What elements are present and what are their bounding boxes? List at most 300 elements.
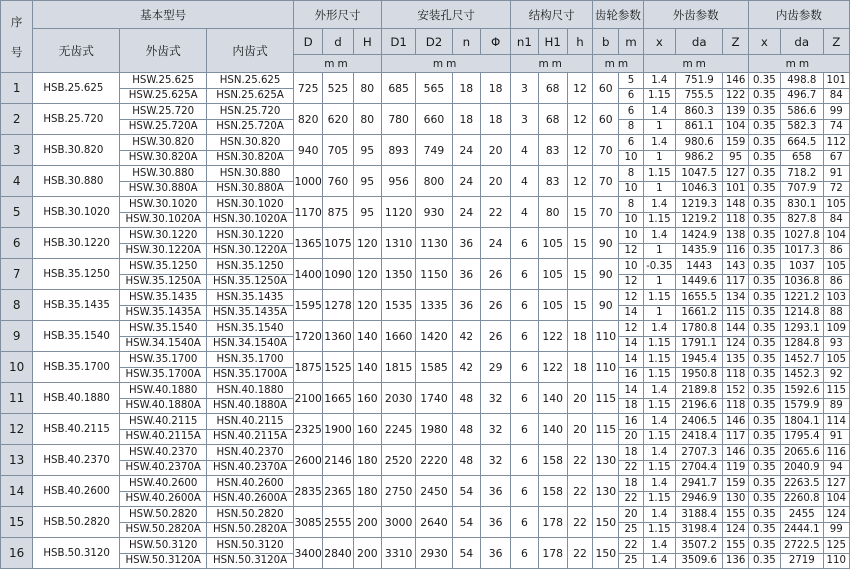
table-row [1,259,850,275]
cell-z-int: 109 [823,321,850,337]
cell-d1: 2030 [381,383,415,414]
cell-b: 70 [593,135,619,166]
cell-da-ext: 1047.5 [675,166,722,182]
cell-d: 820 [294,104,323,135]
cell-d1: 2520 [381,445,415,476]
cell-z-int: 74 [823,119,850,135]
int-gear-model: HSN.50.3120A [207,553,294,569]
ext-gear-model: HSW.30.820A [120,150,207,166]
int-gear-model: HSN.30.880 [207,166,294,182]
cell-x-int: 0.35 [748,243,780,259]
cell-m: 20 [619,507,643,523]
cell-b: 150 [593,538,619,569]
cell-da-ext: 1435.9 [675,243,722,259]
cell-h: 18 [567,321,592,352]
cell-m: 10 [619,181,643,197]
cell-n: 36 [452,228,480,259]
cell-x-int: 0.35 [748,398,780,414]
ext-gear-model: HSW.40.1880A [120,398,207,414]
ext-gear-model: HSW.40.2370 [120,445,207,461]
cell-m: 8 [619,119,643,135]
cell-z-int: 101 [823,73,850,89]
cell-h: 95 [353,135,381,166]
cell-da-ext: 1661.2 [675,305,722,321]
cell-da-ext: 1950.8 [675,367,722,383]
cell-x-ext: 1.15 [643,290,675,306]
ext-gear-model: HSW.35.1250 [120,259,207,275]
cell-d1: 1660 [381,321,415,352]
col-x-int-header: x [748,29,780,55]
cell-phi: 26 [480,321,510,352]
no-gear-model: HSB.30.1020 [33,197,120,228]
cell-h: 120 [353,259,381,290]
ext-gear-model: HSW.30.880A [120,181,207,197]
no-gear-model: HSB.40.2600 [33,476,120,507]
gear-params-header: 齿轮参数 [593,1,644,29]
cell-da-int: 1293.1 [781,321,823,337]
cell-da-int: 1284.8 [781,336,823,352]
cell-z-ext: 144 [723,321,748,337]
cell-da-int: 2444.1 [781,522,823,538]
cell-b: 90 [593,290,619,321]
cell-z-int: 72 [823,181,850,197]
cell-da-int: 1804.1 [781,414,823,430]
cell-da-ext: 1655.5 [675,290,722,306]
cell-m: 18 [619,445,643,461]
seq-header-bottom: 号 [10,44,23,59]
cell-b: 90 [593,228,619,259]
int-gear-model: HSN.50.2820 [207,507,294,523]
cell-h: 12 [567,135,592,166]
cell-x-int: 0.35 [748,104,780,120]
cell-m: 25 [619,553,643,569]
cell-m: 6 [619,104,643,120]
cell-phi: 18 [480,104,510,135]
ext-gear-model: HSW.30.820 [120,135,207,151]
cell-h: 18 [567,352,592,383]
cell-z-ext: 124 [723,336,748,352]
int-gear-model: HSN.30.1020 [207,197,294,213]
cell-da-ext: 2189.8 [675,383,722,399]
cell-z-int: 112 [823,135,850,151]
ext-gear-model: HSW.40.2115A [120,429,207,445]
cell-phi: 36 [480,538,510,569]
cell-da-int: 664.5 [781,135,823,151]
table-row [1,383,850,399]
cell-h1: 68 [538,73,567,104]
cell-x-int: 0.35 [748,274,780,290]
cell-z-ext: 134 [723,290,748,306]
cell-b: 70 [593,197,619,228]
cell-h: 95 [353,166,381,197]
cell-m: 12 [619,290,643,306]
int-gear-model: HSN.25.625 [207,73,294,89]
cell-h: 22 [567,445,592,476]
cell-da-int: 1017.3 [781,243,823,259]
cell-n1: 6 [511,290,538,321]
cell-da-ext: 861.1 [675,119,722,135]
cell-d: 705 [323,135,353,166]
cell-h1: 178 [538,507,567,538]
int-gear-model: HSN.40.2370 [207,445,294,461]
row-number: 10 [1,352,33,383]
cell-h: 15 [567,197,592,228]
cell-phi: 26 [480,259,510,290]
cell-d2: 1980 [416,414,452,445]
cell-n: 48 [452,383,480,414]
no-gear-model: HSB.30.880 [33,166,120,197]
cell-da-int: 1027.8 [781,228,823,244]
unit-ext-gear: mm [643,55,748,73]
cell-da-int: 1214.8 [781,305,823,321]
cell-h: 15 [567,259,592,290]
cell-d: 1665 [323,383,353,414]
cell-z-ext: 116 [723,243,748,259]
row-number: 13 [1,445,33,476]
cell-d: 1075 [323,228,353,259]
cell-d1: 2750 [381,476,415,507]
cell-phi: 18 [480,73,510,104]
cell-h1: 178 [538,538,567,569]
cell-h: 12 [567,73,592,104]
unit-outline: mm [294,55,382,73]
cell-d: 1090 [323,259,353,290]
cell-h: 95 [353,197,381,228]
cell-n: 42 [452,352,480,383]
col-H1-header: H1 [538,29,567,55]
cell-x-ext: 1 [643,243,675,259]
cell-da-int: 2065.6 [781,445,823,461]
cell-d2: 1420 [416,321,452,352]
cell-h: 160 [353,414,381,445]
cell-x-int: 0.35 [748,228,780,244]
cell-z-int: 91 [823,429,850,445]
table-row [1,166,850,182]
cell-d: 2600 [294,445,323,476]
cell-z-int: 67 [823,150,850,166]
int-gear-model: HSN.30.820 [207,135,294,151]
cell-d: 1278 [323,290,353,321]
cell-da-ext: 3188.4 [675,507,722,523]
ext-gear-model: HSW.30.1020 [120,197,207,213]
cell-z-ext: 95 [723,150,748,166]
table-row [1,507,850,523]
cell-n: 48 [452,445,480,476]
cell-h1: 105 [538,259,567,290]
cell-x-ext: 1 [643,119,675,135]
cell-h1: 105 [538,290,567,321]
cell-z-ext: 159 [723,476,748,492]
int-gear-params-header: 内齿参数 [748,1,849,29]
cell-h: 22 [567,476,592,507]
cell-da-ext: 3509.6 [675,553,722,569]
row-number: 9 [1,321,33,352]
cell-m: 8 [619,166,643,182]
cell-da-int: 827.8 [781,212,823,228]
cell-x-ext: 1.15 [643,429,675,445]
cell-z-int: 105 [823,197,850,213]
cell-da-int: 1795.4 [781,429,823,445]
cell-d: 1000 [294,166,323,197]
cell-n: 54 [452,507,480,538]
outline-dims-header: 外形尺寸 [294,1,382,29]
cell-da-int: 1036.8 [781,274,823,290]
cell-h: 200 [353,507,381,538]
cell-x-int: 0.35 [748,88,780,104]
cell-z-ext: 136 [723,553,748,569]
cell-phi: 20 [480,166,510,197]
cell-da-int: 1592.6 [781,383,823,399]
cell-d: 940 [294,135,323,166]
cell-n1: 6 [511,445,538,476]
cell-z-ext: 143 [723,259,748,275]
cell-d: 525 [323,73,353,104]
cell-x-ext: 1.15 [643,491,675,507]
cell-x-ext: 1.4 [643,197,675,213]
cell-x-int: 0.35 [748,476,780,492]
table-row [1,538,850,554]
cell-m: 22 [619,491,643,507]
cell-n: 24 [452,166,480,197]
cell-d2: 1740 [416,383,452,414]
cell-m: 10 [619,212,643,228]
cell-da-ext: 986.2 [675,150,722,166]
cell-z-ext: 122 [723,88,748,104]
no-gear-model: HSB.40.2115 [33,414,120,445]
struct-dims-header: 结构尺寸 [511,1,593,29]
cell-z-int: 94 [823,460,850,476]
cell-b: 90 [593,259,619,290]
cell-x-ext: 1.4 [643,414,675,430]
cell-phi: 20 [480,135,510,166]
cell-n: 18 [452,73,480,104]
row-number: 7 [1,259,33,290]
cell-da-int: 1452.7 [781,352,823,368]
row-number: 1 [1,73,33,104]
cell-x-ext: 1.4 [643,553,675,569]
cell-x-int: 0.35 [748,181,780,197]
cell-z-ext: 117 [723,429,748,445]
cell-h: 15 [567,290,592,321]
cell-d1: 893 [381,135,415,166]
int-gear-model: HSN.40.2115A [207,429,294,445]
ext-gear-model: HSW.40.1880 [120,383,207,399]
cell-d2: 1150 [416,259,452,290]
cell-z-ext: 101 [723,181,748,197]
cell-x-int: 0.35 [748,212,780,228]
cell-h: 180 [353,476,381,507]
cell-d: 2365 [323,476,353,507]
cell-h: 80 [353,104,381,135]
cell-da-ext: 751.9 [675,73,722,89]
cell-da-int: 2040.9 [781,460,823,476]
cell-da-ext: 1219.3 [675,197,722,213]
ext-gear-model: HSW.25.625 [120,73,207,89]
cell-da-ext: 1780.8 [675,321,722,337]
cell-x-ext: 1.4 [643,476,675,492]
cell-n1: 3 [511,104,538,135]
cell-d1: 956 [381,166,415,197]
cell-d2: 749 [416,135,452,166]
cell-d1: 3000 [381,507,415,538]
cell-d: 2100 [294,383,323,414]
cell-n1: 6 [511,414,538,445]
cell-d2: 1585 [416,352,452,383]
cell-n1: 6 [511,476,538,507]
int-gear-model: HSN.30.1020A [207,212,294,228]
cell-da-ext: 1449.6 [675,274,722,290]
cell-n: 42 [452,321,480,352]
col-m-header: m [619,29,643,55]
cell-x-int: 0.35 [748,352,780,368]
cell-x-ext: 1 [643,150,675,166]
cell-d: 1900 [323,414,353,445]
mount-hole-dims-header: 安装孔尺寸 [381,1,510,29]
no-gear-model: HSB.25.625 [33,73,120,104]
cell-z-int: 92 [823,367,850,383]
cell-phi: 32 [480,414,510,445]
col-d-header: d [323,29,353,55]
cell-z-ext: 152 [723,383,748,399]
no-gear-model: HSB.35.1540 [33,321,120,352]
cell-z-ext: 135 [723,352,748,368]
cell-z-int: 127 [823,476,850,492]
col-H-header: H [353,29,381,55]
seq-header [1,1,33,73]
cell-x-ext: 1.15 [643,398,675,414]
col-da-int-header: da [781,29,823,55]
cell-z-int: 91 [823,166,850,182]
row-number: 6 [1,228,33,259]
cell-da-ext: 2941.7 [675,476,722,492]
ext-gear-model: HSW.40.2600A [120,491,207,507]
cell-b: 110 [593,321,619,352]
cell-d: 1365 [294,228,323,259]
cell-d1: 1310 [381,228,415,259]
cell-x-int: 0.35 [748,460,780,476]
cell-da-ext: 2406.5 [675,414,722,430]
no-gear-model: HSB.50.3120 [33,538,120,569]
cell-z-int: 99 [823,522,850,538]
cell-da-int: 658 [781,150,823,166]
cell-m: 14 [619,336,643,352]
cell-d: 2835 [294,476,323,507]
table-row [1,104,850,120]
cell-d: 1170 [294,197,323,228]
cell-d: 3400 [294,538,323,569]
cell-x-int: 0.35 [748,135,780,151]
cell-m: 18 [619,398,643,414]
cell-da-int: 707.9 [781,181,823,197]
cell-da-int: 2455 [781,507,823,523]
int-gear-header: 内齿式 [207,29,294,73]
cell-d: 725 [294,73,323,104]
cell-h: 160 [353,383,381,414]
int-gear-model: HSN.34.1540A [207,336,294,352]
cell-d2: 1335 [416,290,452,321]
cell-da-int: 498.8 [781,73,823,89]
table-row [1,352,850,368]
cell-h: 15 [567,228,592,259]
cell-n1: 4 [511,197,538,228]
ext-gear-model: HSW.50.2820 [120,507,207,523]
unit-mount: mm [381,55,510,73]
cell-d: 2325 [294,414,323,445]
cell-h: 12 [567,104,592,135]
cell-d: 875 [323,197,353,228]
ext-gear-model: HSW.35.1700 [120,352,207,368]
cell-m: 10 [619,228,643,244]
int-gear-model: HSN.35.1435A [207,305,294,321]
ext-gear-model: HSW.35.1435 [120,290,207,306]
cell-x-ext: 1.4 [643,538,675,554]
table-row [1,321,850,337]
cell-x-ext: 1.15 [643,352,675,368]
cell-h1: 105 [538,228,567,259]
cell-h1: 122 [538,352,567,383]
cell-b: 130 [593,476,619,507]
cell-z-ext: 146 [723,73,748,89]
cell-da-int: 2260.8 [781,491,823,507]
int-gear-model: HSN.35.1435 [207,290,294,306]
cell-x-int: 0.35 [748,507,780,523]
cell-b: 130 [593,445,619,476]
cell-da-ext: 2704.4 [675,460,722,476]
cell-da-ext: 755.5 [675,88,722,104]
cell-n: 54 [452,476,480,507]
cell-z-ext: 139 [723,104,748,120]
col-da-ext-header: da [675,29,722,55]
cell-z-int: 84 [823,88,850,104]
cell-d1: 1350 [381,259,415,290]
cell-d1: 3310 [381,538,415,569]
int-gear-model: HSN.35.1700 [207,352,294,368]
cell-m: 5 [619,73,643,89]
cell-z-ext: 146 [723,445,748,461]
cell-x-ext: 1.15 [643,367,675,383]
cell-x-int: 0.35 [748,522,780,538]
cell-x-int: 0.35 [748,336,780,352]
int-gear-model: HSN.30.880A [207,181,294,197]
cell-h1: 83 [538,166,567,197]
no-gear-model: HSB.35.1435 [33,290,120,321]
cell-x-int: 0.35 [748,321,780,337]
cell-d: 1720 [294,321,323,352]
cell-d: 1360 [323,321,353,352]
cell-z-int: 104 [823,491,850,507]
int-gear-model: HSN.25.720A [207,119,294,135]
cell-x-ext: 1.4 [643,135,675,151]
int-gear-model: HSN.40.1880 [207,383,294,399]
cell-h1: 140 [538,414,567,445]
cell-n1: 4 [511,166,538,197]
table-row [1,414,850,430]
cell-n: 36 [452,290,480,321]
cell-b: 70 [593,166,619,197]
cell-n1: 6 [511,507,538,538]
cell-z-ext: 138 [723,228,748,244]
cell-b: 60 [593,104,619,135]
cell-da-ext: 980.6 [675,135,722,151]
cell-z-ext: 130 [723,491,748,507]
cell-b: 60 [593,73,619,104]
cell-x-ext: 1.4 [643,445,675,461]
cell-b: 115 [593,414,619,445]
col-D-header: D [294,29,323,55]
cell-d2: 565 [416,73,452,104]
cell-da-int: 830.1 [781,197,823,213]
ext-gear-model: HSW.30.1220 [120,228,207,244]
